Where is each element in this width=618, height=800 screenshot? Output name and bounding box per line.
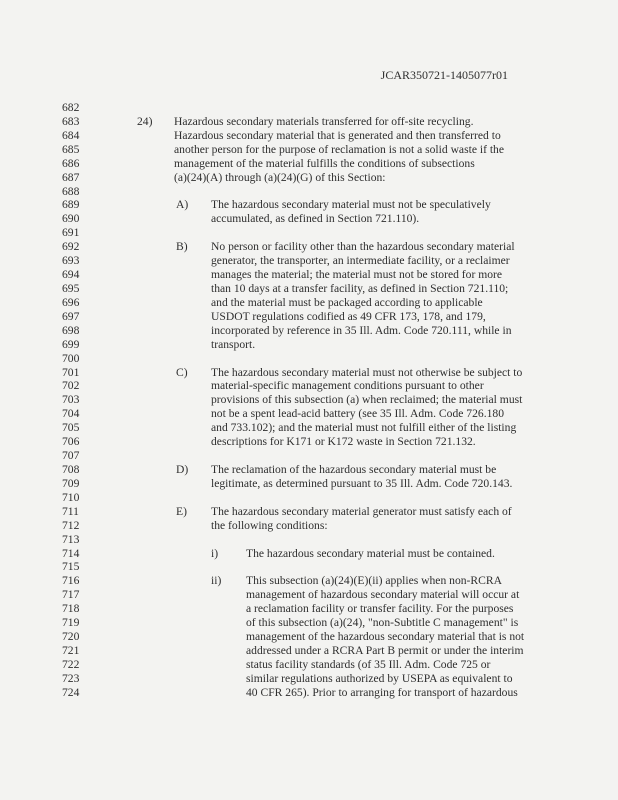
document-line	[0, 171, 618, 185]
document-line	[0, 421, 618, 435]
line-text: legitimate, as determined pursuant to 35 Ill. Adm. Code 720.143.	[211, 476, 513, 490]
document-line	[0, 630, 618, 644]
line-text: status facility standards (of 35 Ill. Adm. Code 725 or	[246, 657, 491, 671]
document-line	[0, 658, 618, 672]
line-number: 707	[62, 449, 80, 463]
line-number: 695	[62, 281, 80, 295]
line-text: and the material must be packaged according to applicable	[211, 295, 483, 309]
line-number: 720	[62, 630, 80, 644]
line-text: of this subsection (a)(24), "non-Subtitle C management" is	[246, 616, 519, 630]
line-number: 709	[62, 476, 80, 490]
line-text: incorporated by reference in 35 Ill. Adm. Code 720.111, while in	[211, 323, 512, 337]
document-line	[0, 616, 618, 630]
line-number: 724	[62, 685, 80, 699]
line-number: 687	[62, 170, 80, 184]
document-line	[0, 407, 618, 421]
document-line	[0, 185, 618, 199]
line-number: 723	[62, 671, 80, 685]
line-text: transport.	[211, 337, 256, 351]
line-number: 706	[62, 435, 80, 449]
line-number: 688	[62, 184, 80, 198]
line-text: The reclamation of the hazardous secondary material must be	[211, 462, 497, 476]
line-number: 689	[62, 198, 80, 212]
line-number: 692	[62, 240, 80, 254]
line-number: 713	[62, 532, 80, 546]
line-text: addressed under a RCRA Part B permit or under the interim	[246, 643, 524, 657]
line-text: not be a spent lead-acid battery (see 35 Ill. Adm. Code 726.180	[211, 407, 504, 421]
document-line	[0, 157, 618, 171]
document-line	[0, 310, 618, 324]
document-line	[0, 505, 618, 519]
document-line	[0, 672, 618, 686]
document-line	[0, 491, 618, 505]
line-text: The hazardous secondary material must be contained.	[246, 546, 495, 560]
document-line	[0, 477, 618, 491]
document-line	[0, 254, 618, 268]
line-number: 710	[62, 490, 80, 504]
line-number: 694	[62, 268, 80, 282]
line-text: management of hazardous secondary material will occur at	[246, 588, 520, 602]
document-line	[0, 268, 618, 282]
document-line	[0, 449, 618, 463]
line-text: generator, the transporter, an intermediate facility, or a reclaimer	[211, 254, 510, 268]
list-marker: i)	[211, 546, 219, 560]
line-number: 718	[62, 602, 80, 616]
document-body	[0, 101, 618, 700]
line-number: 683	[62, 114, 80, 128]
document-line	[0, 240, 618, 254]
line-number: 690	[62, 212, 80, 226]
line-number: 685	[62, 142, 80, 156]
document-line	[0, 435, 618, 449]
line-number: 701	[62, 365, 80, 379]
line-number: 712	[62, 518, 80, 532]
document-line	[0, 602, 618, 616]
line-number: 696	[62, 295, 80, 309]
document-line	[0, 519, 618, 533]
document-line	[0, 644, 618, 658]
line-text: descriptions for K171 or K172 waste in Section 721.132.	[211, 435, 476, 449]
line-number: 711	[62, 504, 79, 518]
line-number: 684	[62, 128, 80, 142]
document-line	[0, 101, 618, 115]
document-line	[0, 379, 618, 393]
list-marker: B)	[176, 240, 188, 254]
line-text: than 10 days at a transfer facility, as defined in Section 721.110;	[211, 281, 509, 295]
document-line	[0, 338, 618, 352]
line-number: 693	[62, 254, 80, 268]
line-text: This subsection (a)(24)(E)(ii) applies when non-RCRA	[246, 574, 502, 588]
line-text: similar regulations authorized by USEPA as equivalent to	[246, 671, 513, 685]
line-number: 703	[62, 393, 80, 407]
line-text: and 733.102); and the material must not fulfill either of the listing	[211, 421, 517, 435]
line-text: manages the material; the material must not be stored for more	[211, 268, 503, 282]
list-marker: D)	[176, 462, 189, 476]
line-text: No person or facility other than the hazardous secondary material	[211, 240, 515, 254]
document-line	[0, 198, 618, 212]
line-number: 705	[62, 421, 80, 435]
document-line	[0, 686, 618, 700]
document-line	[0, 533, 618, 547]
document-line	[0, 352, 618, 366]
line-text: Hazardous secondary materials transferred for off-site recycling.	[174, 114, 474, 128]
line-text: management of the hazardous secondary material that is not	[246, 630, 525, 644]
line-number: 716	[62, 574, 80, 588]
document-id-header: JCAR350721-1405077r01	[380, 68, 508, 82]
line-number: 702	[62, 379, 80, 393]
line-number: 715	[62, 560, 80, 574]
list-marker: ii)	[211, 574, 222, 588]
line-text: Hazardous secondary material that is generated and then transferred to	[174, 128, 501, 142]
list-marker: A)	[176, 198, 189, 212]
document-line	[0, 143, 618, 157]
document-line	[0, 282, 618, 296]
document-line	[0, 366, 618, 380]
line-number: 717	[62, 588, 80, 602]
line-text: a reclamation facility or transfer facility. For the purposes	[246, 602, 514, 616]
line-text: (a)(24)(A) through (a)(24)(G) of this Section:	[174, 170, 386, 184]
list-marker: 24)	[137, 114, 153, 128]
document-line	[0, 226, 618, 240]
line-number: 698	[62, 323, 80, 337]
line-number: 697	[62, 309, 80, 323]
document-line	[0, 560, 618, 574]
line-number: 704	[62, 407, 80, 421]
document-line	[0, 212, 618, 226]
line-number: 699	[62, 337, 80, 351]
document-line	[0, 296, 618, 310]
line-number: 700	[62, 351, 80, 365]
document-line	[0, 115, 618, 129]
document-line	[0, 463, 618, 477]
line-number: 722	[62, 657, 80, 671]
line-number: 686	[62, 156, 80, 170]
line-text: USDOT regulations codified as 49 CFR 173, 178, and 179,	[211, 309, 486, 323]
line-number: 719	[62, 616, 80, 630]
document-line	[0, 324, 618, 338]
document-line	[0, 588, 618, 602]
line-text: The hazardous secondary material must not otherwise be subject to	[211, 365, 523, 379]
line-text: accumulated, as defined in Section 721.110).	[211, 212, 420, 226]
document-line	[0, 574, 618, 588]
line-text: The hazardous secondary material generator must satisfy each of	[211, 504, 512, 518]
line-text: The hazardous secondary material must not be speculatively	[211, 198, 491, 212]
line-text: management of the material fulfills the conditions of subsections	[174, 156, 475, 170]
line-number: 714	[62, 546, 80, 560]
line-text: material-specific management conditions pursuant to other	[211, 379, 484, 393]
document-line	[0, 129, 618, 143]
list-marker: E)	[176, 504, 187, 518]
line-text: another person for the purpose of reclamation is not a solid waste if the	[174, 142, 505, 156]
line-number: 682	[62, 101, 80, 114]
line-text: 40 CFR 265). Prior to arranging for transport of hazardous	[246, 685, 518, 699]
line-number: 721	[62, 643, 80, 657]
line-number: 708	[62, 462, 80, 476]
line-text: the following conditions:	[211, 518, 328, 532]
document-line	[0, 393, 618, 407]
line-text: provisions of this subsection (a) when reclaimed; the material must	[211, 393, 523, 407]
list-marker: C)	[176, 365, 188, 379]
line-number: 691	[62, 226, 80, 240]
document-line	[0, 547, 618, 561]
